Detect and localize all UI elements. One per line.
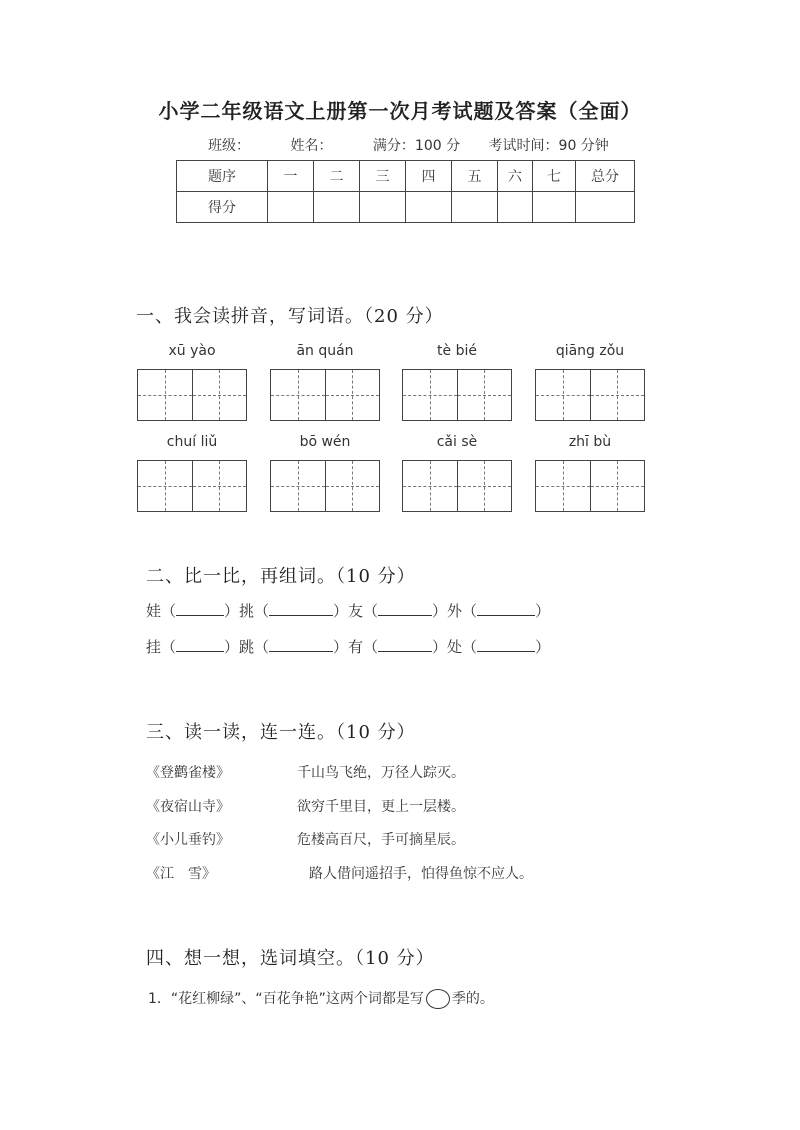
word-group-row bbox=[146, 636, 550, 657]
question-1-suffix: 季的。 bbox=[451, 991, 494, 1007]
word-blank[interactable] bbox=[477, 637, 535, 652]
score-cell[interactable] bbox=[452, 192, 498, 223]
tianzige-box[interactable] bbox=[137, 460, 247, 512]
tianzige-box[interactable] bbox=[402, 460, 512, 512]
exam-time: 考试时间：90 分钟 bbox=[488, 138, 609, 154]
score-row-label: 得分 bbox=[177, 192, 268, 223]
tianzige-box[interactable] bbox=[270, 460, 380, 512]
name-label: 姓名： bbox=[290, 138, 333, 154]
word-group-char: ）友（ bbox=[333, 602, 379, 620]
poem-title[interactable]: 《登鹳雀楼》 bbox=[146, 765, 230, 781]
poem-line[interactable]: 路人借问遥招手，怕得鱼惊不应人。 bbox=[309, 866, 533, 882]
score-header-cell: 总分 bbox=[576, 161, 635, 192]
score-header-cell: 三 bbox=[360, 161, 406, 192]
poem-title[interactable]: 《小儿垂钓》 bbox=[146, 832, 230, 848]
word-group-char: ）有（ bbox=[333, 638, 379, 656]
score-table bbox=[176, 160, 635, 223]
tianzige-box[interactable] bbox=[402, 369, 512, 421]
score-table-score-row bbox=[177, 192, 635, 223]
full-score: 满分：100 分 bbox=[372, 138, 461, 154]
word-group-char: ）外（ bbox=[432, 602, 478, 620]
score-cell[interactable] bbox=[360, 192, 406, 223]
word-blank[interactable] bbox=[378, 637, 432, 652]
poem-line[interactable]: 欲穷千里目，更上一层楼。 bbox=[297, 799, 465, 815]
tianzige-box[interactable] bbox=[535, 369, 645, 421]
pinyin-label: qiāng zǒu bbox=[555, 343, 625, 359]
word-group-char: ）处（ bbox=[432, 638, 478, 656]
word-blank[interactable] bbox=[378, 601, 432, 616]
poem-line[interactable]: 千山鸟飞绝，万径人踪灭。 bbox=[297, 765, 465, 781]
word-group-row bbox=[146, 600, 550, 621]
exam-info-row bbox=[208, 135, 645, 155]
word-group-char: ）跳（ bbox=[224, 638, 270, 656]
pinyin-label: ān quán bbox=[296, 343, 354, 359]
score-header-cell: 二 bbox=[314, 161, 360, 192]
score-cell[interactable] bbox=[498, 192, 533, 223]
class-label: 班级： bbox=[208, 138, 250, 154]
tianzige-box[interactable] bbox=[270, 369, 380, 421]
score-header-cell: 一 bbox=[268, 161, 314, 192]
answer-blank[interactable] bbox=[426, 989, 450, 1009]
score-header-cell: 七 bbox=[533, 161, 576, 192]
word-group-char: 挂（ bbox=[146, 638, 177, 656]
score-table-header-row bbox=[177, 161, 635, 192]
tianzige-box[interactable] bbox=[535, 460, 645, 512]
question-1-text: 1．“花红柳绿”、“百花争艳”这两个词都是写 bbox=[148, 991, 424, 1007]
tianzige-box[interactable] bbox=[137, 369, 247, 421]
score-cell[interactable] bbox=[576, 192, 635, 223]
poem-title[interactable]: 《江 雪》 bbox=[146, 866, 216, 882]
word-blank[interactable] bbox=[477, 601, 535, 616]
pinyin-label: xū yào bbox=[168, 343, 216, 359]
word-blank[interactable] bbox=[176, 637, 224, 652]
page-title: 小学二年级语文上册第一次月考试题及答案（全面） bbox=[158, 99, 642, 123]
poem-title[interactable]: 《夜宿山寺》 bbox=[146, 799, 230, 815]
pinyin-label: zhī bù bbox=[568, 434, 612, 450]
word-group-char: ） bbox=[535, 638, 551, 656]
word-group-char: ） bbox=[535, 602, 551, 620]
score-header-cell: 题序 bbox=[177, 161, 268, 192]
score-header-cell: 五 bbox=[452, 161, 498, 192]
poem-line[interactable]: 危楼高百尺，手可摘星辰。 bbox=[297, 832, 465, 848]
section2-heading: 二、比一比，再组词。（10 分） bbox=[146, 566, 416, 587]
score-cell[interactable] bbox=[533, 192, 576, 223]
section4-heading: 四、想一想，选词填空。（10 分） bbox=[146, 948, 435, 969]
score-header-cell: 四 bbox=[406, 161, 452, 192]
pinyin-label: tè bié bbox=[437, 343, 477, 359]
word-group-char: 娃（ bbox=[146, 602, 177, 620]
word-blank[interactable] bbox=[176, 601, 224, 616]
pinyin-label: cǎi sè bbox=[436, 434, 478, 450]
word-blank[interactable] bbox=[269, 601, 333, 616]
section3-heading: 三、读一读，连一连。（10 分） bbox=[146, 722, 416, 743]
question-1 bbox=[148, 988, 494, 1009]
pinyin-label: bō wén bbox=[299, 434, 351, 450]
pinyin-label: chuí liǔ bbox=[166, 434, 218, 450]
word-blank[interactable] bbox=[269, 637, 333, 652]
score-cell[interactable] bbox=[314, 192, 360, 223]
word-group-char: ）挑（ bbox=[224, 602, 270, 620]
section1-heading: 一、我会读拼音，写词语。（20 分） bbox=[136, 306, 444, 327]
score-cell[interactable] bbox=[268, 192, 314, 223]
score-header-cell: 六 bbox=[498, 161, 533, 192]
score-cell[interactable] bbox=[406, 192, 452, 223]
